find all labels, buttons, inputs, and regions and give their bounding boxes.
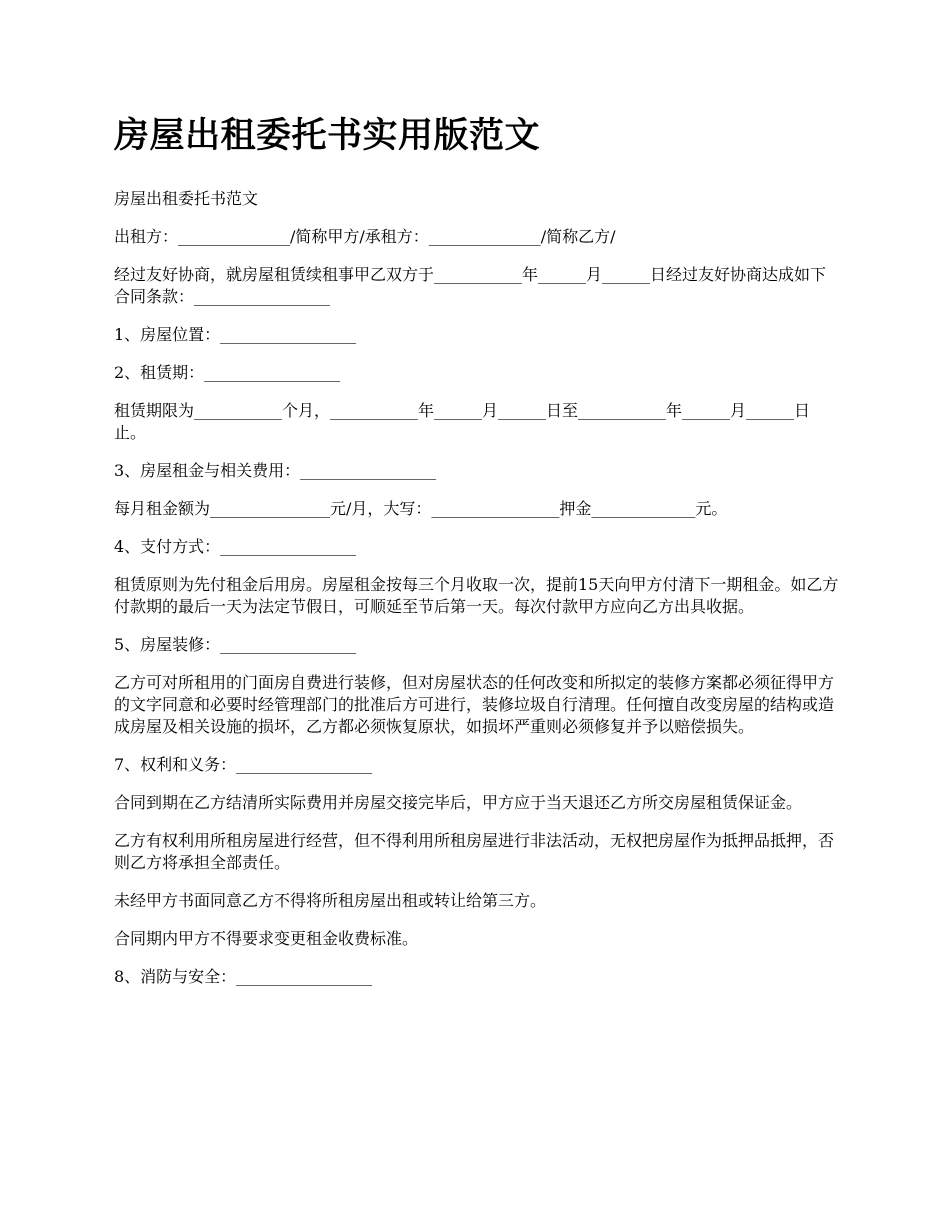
parties-line: 出租方：______________/简称甲方/承租方：______________/简称乙方/ bbox=[114, 227, 616, 246]
section-heading-decoration: 5、房屋装修：_________________ bbox=[114, 635, 357, 654]
intro-paragraph: 经过友好协商，就房屋租赁续租事甲乙双方于___________年______月______日经过友好协商达成如下合同条款：_________________ bbox=[114, 265, 827, 306]
document-page bbox=[114, 112, 840, 1004]
payment-paragraph: 租赁原则为先付租金后用房。房屋租金按每三个月收取一次，提前15天向甲方付清下一期租金。如乙方付款期的最后一天为法定节假日，可顺延至节后第一天。每次付款甲方应向乙方出具收据。 bbox=[114, 575, 839, 616]
subtitle: 房屋出租委托书范文 bbox=[114, 189, 259, 208]
rights-paragraph-4: 合同期内甲方不得要求变更租金收费标准。 bbox=[114, 929, 419, 948]
section-heading-payment: 4、支付方式：_________________ bbox=[114, 537, 357, 556]
section-heading-lease-term: 2、租赁期：_________________ bbox=[114, 363, 341, 382]
document-title: 房屋出租委托书实用版范文 bbox=[114, 115, 541, 156]
rights-paragraph-2: 乙方有权利用所租房屋进行经营，但不得利用所租房屋进行非法活动，无权把房屋作为抵押品抵押，否则乙方将承担全部责任。 bbox=[114, 831, 835, 872]
rent-paragraph: 每月租金额为_______________元/月，大写：________________押金_____________元。 bbox=[114, 499, 728, 518]
rights-paragraph-1: 合同到期在乙方结清所实际费用并房屋交接完毕后，甲方应于当天退还乙方所交房屋租赁保证金。 bbox=[114, 793, 803, 812]
section-heading-rights: 7、权利和义务：_________________ bbox=[114, 755, 373, 774]
rights-paragraph-3: 未经甲方书面同意乙方不得将所租房屋出租或转让给第三方。 bbox=[114, 891, 547, 910]
decoration-paragraph: 乙方可对所租用的门面房自费进行装修，但对房屋状态的任何改变和所拟定的装修方案都必须征得甲方的文字同意和必要时经管理部门的批准后方可进行，装修垃圾自行清理。任何擅自改变房屋的结构或造成房屋及相关设施的损坏，乙方都必须恢复原状，如损坏严重则必须修复并予以赔偿损失。 bbox=[114, 673, 835, 736]
section-heading-location: 1、房屋位置：_________________ bbox=[114, 325, 357, 344]
lease-term-paragraph: 租赁期限为___________个月，___________年______月______日至___________年______月______日止。 bbox=[114, 401, 811, 442]
section-heading-rent: 3、房屋租金与相关费用：_________________ bbox=[114, 461, 437, 480]
section-heading-fire-safety: 8、消防与安全：_________________ bbox=[114, 967, 373, 986]
